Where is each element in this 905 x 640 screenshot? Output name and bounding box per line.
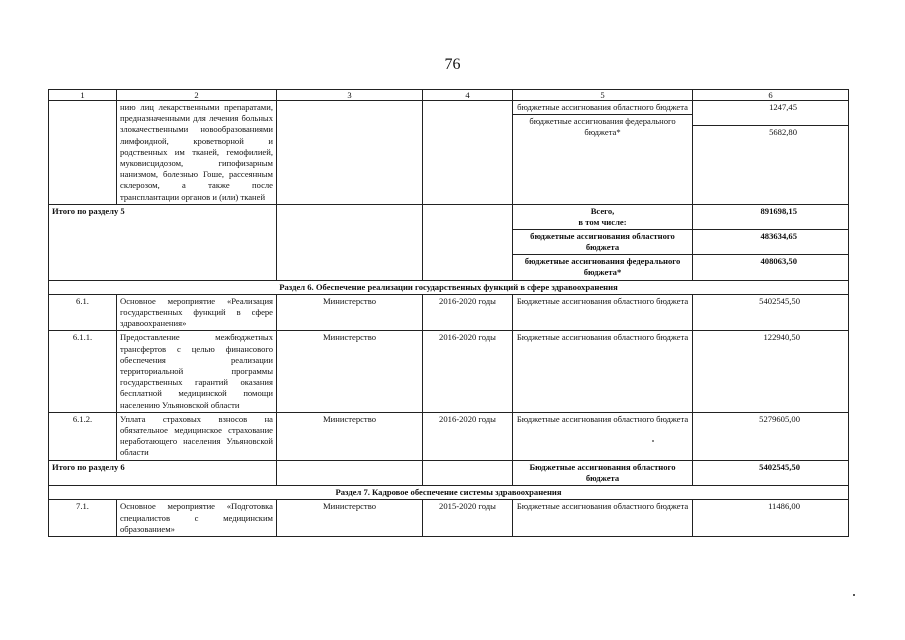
total-label: Итого по разделу 5 [49,204,277,280]
total-label: Всего, [590,205,615,216]
scan-speck [652,440,654,442]
row-number: 6.1. [49,294,117,331]
funding-value: 122940,50 [693,331,849,412]
period: 2016-2020 годы [423,331,513,412]
col-header: 4 [423,90,513,101]
section-heading-row [49,280,849,294]
row-number: 7.1. [49,500,117,537]
funding-value: 11486,00 [693,500,849,537]
section-heading-row [49,486,849,500]
funding-value: 5402545,50 [693,294,849,331]
total-value: 5402545,50 [693,460,849,485]
program-table [48,89,849,537]
executor: Министерство [277,294,423,331]
column-number-row [49,90,849,101]
col-header: 2 [117,90,277,101]
funding-value: 408063,50 [760,255,797,266]
row-number: 6.1.1. [49,331,117,412]
col-header: 1 [49,90,117,101]
section-total-row [49,204,849,280]
total-label: в том числе: [578,217,627,228]
funding-value: 1247,45 [769,102,797,112]
section-heading: Раздел 7. Кадровое обеспечение системы здравоохранения [49,486,849,500]
measure-description: Предоставление межбюджетных трансфертов с целью финансового обеспечения реализации территориальной программы государственных гарантий оказания бесплатной медицинской помощи населению Ульяновской области [117,331,277,412]
measure-description: Уплата страховых взносов на обязательное медицинское страхование неработающего населения Ульяновской области [117,412,277,460]
funding-value: 5682,80 [769,127,797,137]
funding-source: Бюджетные ассигнования областного бюджета [513,412,693,460]
page-number: 76 [444,56,461,73]
funding-source: Бюджетные ассигнования областного бюджета [513,460,693,485]
period: 2016-2020 годы [423,294,513,331]
executor: Министерство [277,500,423,537]
col-header: 5 [513,90,693,101]
funding-source: бюджетные ассигнования областного бюджета [517,102,688,112]
total-value: 891698,15 [760,205,797,216]
col-header: 6 [693,90,849,101]
col-header: 3 [277,90,423,101]
funding-source: бюджетные ассигнования федерального бюджета* [513,254,692,279]
measure-description: Основное мероприятие «Реализация государственных функций в сфере здравоохранения» [117,294,277,331]
funding-source: бюджетные ассигнования областного бюджета [513,229,692,254]
table-row [49,101,849,205]
executor: Министерство [277,331,423,412]
measure-description: нию лиц лекарственными препаратами, предназначенными для лечения больных злокачественными новообразованиями лимфоидной, кроветворной и родственных им тканей, гемофилией, муковисцидозом, гипофизарным нанизмом, болезнью Гоше, рассеянным склерозом, а также после трансплантации органов и (или) тканей [117,101,277,205]
table-row [49,331,849,412]
funding-value: 483634,65 [760,230,797,241]
funding-value: 5279605,00 [693,412,849,460]
section-heading: Раздел 6. Обеспечение реализации государственных функций в сфере здравоохранения [49,280,849,294]
period: 2016-2020 годы [423,412,513,460]
row-number: 6.1.2. [49,412,117,460]
section-total-row [49,460,849,485]
table-row [49,294,849,331]
funding-source: бюджетные ассигнования федерального бюджета* [513,114,692,139]
period: 2015-2020 годы [423,500,513,537]
funding-source: Бюджетные ассигнования областного бюджета [513,294,693,331]
funding-source: Бюджетные ассигнования областного бюджета [513,331,693,412]
total-label: Итого по разделу 6 [49,460,277,485]
table-row [49,412,849,460]
funding-source: Бюджетные ассигнования областного бюджета [513,500,693,537]
executor: Министерство [277,412,423,460]
scan-speck [853,594,855,596]
table-row [49,500,849,537]
measure-description: Основное мероприятие «Подготовка специалистов с медицинским образованием» [117,500,277,537]
